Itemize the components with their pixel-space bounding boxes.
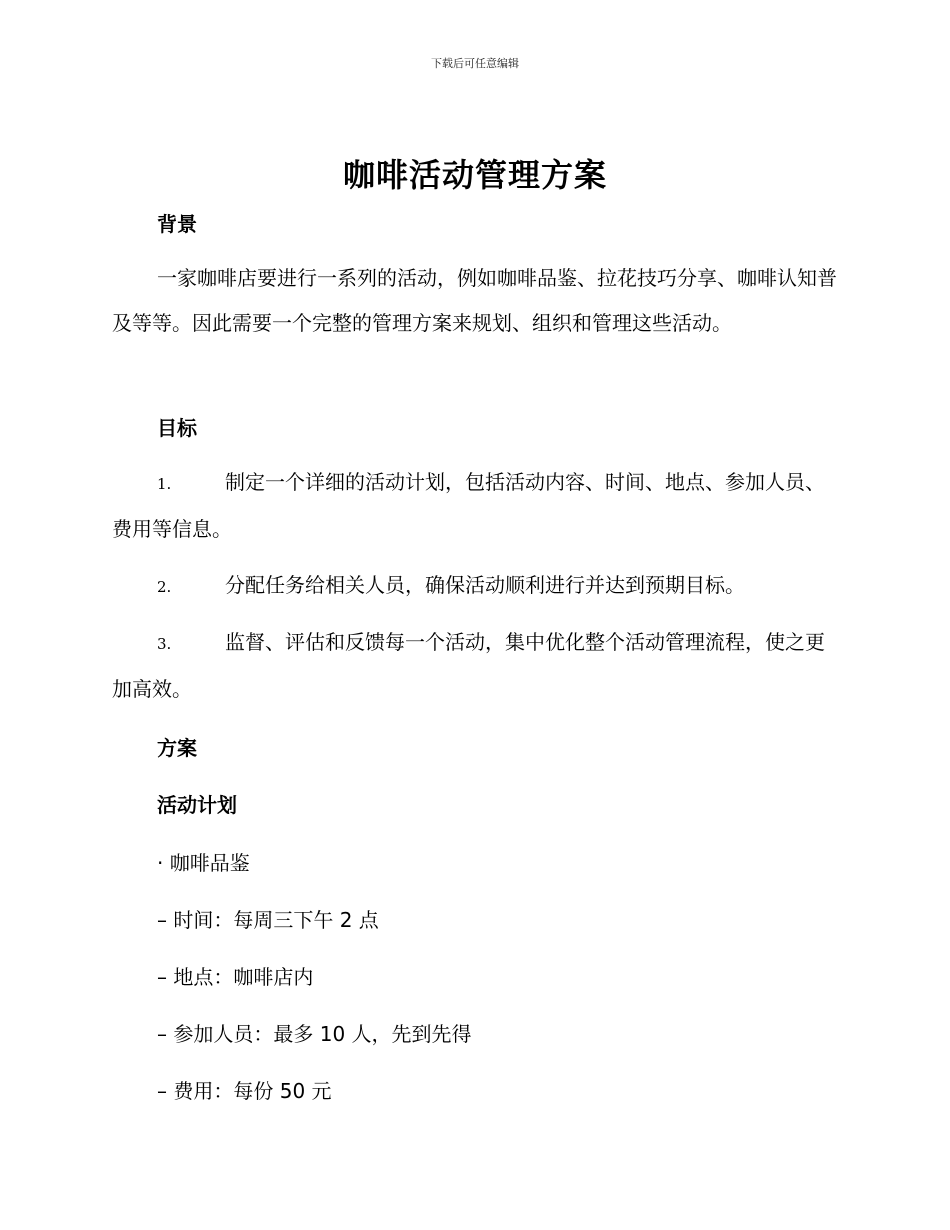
subheading-activity-plan: 活动计划 [157,793,237,817]
goal-text: 监督、评估和反馈每一个活动，集中优化整个活动管理流程，使之更加高效。 [112,630,825,701]
goal-item [112,460,837,552]
detail-time: – 时间：每周三下午 2 点 [157,908,379,932]
heading-background: 背景 [157,212,197,236]
heading-plan: 方案 [157,736,197,760]
detail-location: – 地点：咖啡店内 [157,965,314,989]
detail-participants: – 参加人员：最多 10 人，先到先得 [157,1022,472,1046]
goal-number: 2. [157,578,172,596]
goal-text: 制定一个详细的活动计划，包括活动内容、时间、地点、参加人员、费用等信息。 [112,470,825,541]
activity-bullet: · 咖啡品鉴 [157,851,250,875]
goal-number: 3. [157,635,172,653]
document-title: 咖啡活动管理方案 [342,156,607,194]
goal-text: 分配任务给相关人员，确保活动顺利进行并达到预期目标。 [225,573,745,597]
heading-goals: 目标 [157,416,197,440]
goal-item [112,563,837,610]
background-paragraph [112,256,837,346]
background-text: 一家咖啡店要进行一系列的活动，例如咖啡品鉴、拉花技巧分享、咖啡认知普及等等。因此需要一个完整的管理方案来规划、组织和管理这些活动。 [112,266,837,335]
detail-fee: – 费用：每份 50 元 [157,1079,332,1103]
header-note: 下载后可任意编辑 [431,57,519,70]
goal-item [112,620,837,712]
goal-number: 1. [157,475,172,493]
